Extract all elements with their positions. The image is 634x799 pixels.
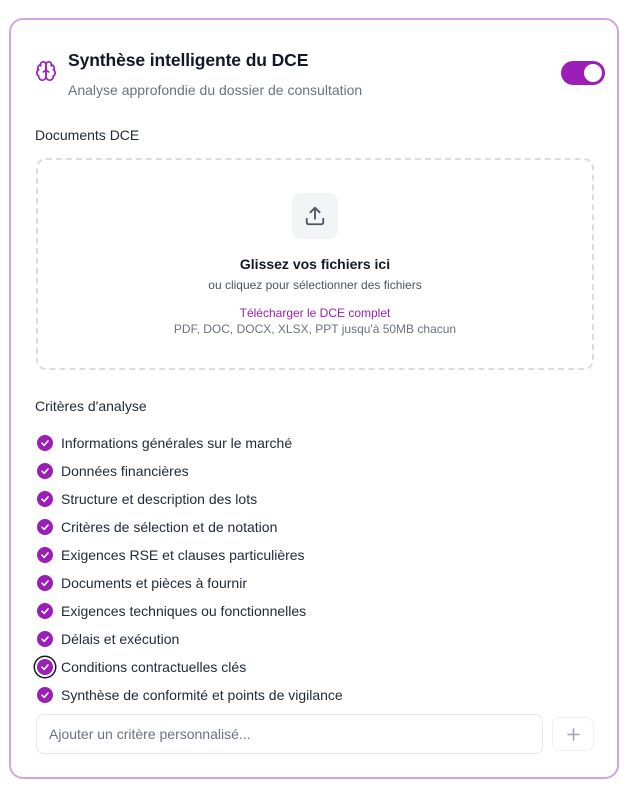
criteria-list: [36, 429, 596, 709]
custom-criterion-input[interactable]: [36, 714, 543, 754]
check-circle-icon[interactable]: [37, 547, 53, 563]
toggle-knob: [584, 64, 602, 82]
criterion-item[interactable]: [36, 653, 596, 681]
criterion-label: Exigences RSE et clauses particulières: [61, 547, 305, 563]
card-header: [35, 48, 595, 100]
check-circle-icon[interactable]: [37, 519, 53, 535]
check-circle-icon[interactable]: [37, 463, 53, 479]
criterion-label: Exigences techniques ou fonctionnelles: [61, 603, 307, 619]
criterion-item[interactable]: [36, 429, 596, 457]
dropzone-title: Glissez vos fichiers ici: [239, 256, 391, 272]
check-circle-icon[interactable]: [37, 603, 53, 619]
plus-icon: [567, 728, 580, 741]
card-subtitle: Analyse approfondie du dossier de consultation: [68, 82, 363, 98]
check-circle-icon[interactable]: [37, 575, 53, 591]
criteria-label: Critères d'analyse: [35, 398, 147, 414]
add-criterion-button[interactable]: [552, 717, 594, 751]
check-circle-icon[interactable]: [37, 435, 53, 451]
card-title: Synthèse intelligente du DCE: [68, 50, 309, 70]
criterion-label: Données financières: [61, 463, 189, 479]
check-circle-icon[interactable]: [37, 659, 53, 675]
upload-icon-tile: [292, 193, 338, 239]
criterion-item[interactable]: [36, 597, 596, 625]
check-circle-icon[interactable]: [37, 491, 53, 507]
criterion-label: Délais et exécution: [61, 631, 180, 647]
synthesis-toggle[interactable]: [561, 61, 605, 85]
dropzone-formats: PDF, DOC, DOCX, XLSX, PPT jusqu'à 50MB chacun: [173, 322, 457, 336]
dce-synthesis-card: [9, 18, 619, 779]
upload-icon: [304, 205, 326, 227]
criterion-label: Structure et description des lots: [61, 491, 258, 507]
criterion-item[interactable]: [36, 485, 596, 513]
check-circle-icon[interactable]: [37, 687, 53, 703]
criterion-label: Synthèse de conformité et points de vigilance: [61, 687, 343, 703]
criterion-item[interactable]: [36, 681, 596, 709]
documents-label: Documents DCE: [35, 127, 140, 143]
criterion-item[interactable]: [36, 625, 596, 653]
criterion-label: Documents et pièces à fournir: [61, 575, 247, 591]
criterion-label: Conditions contractuelles clés: [61, 659, 247, 675]
criterion-item[interactable]: [36, 457, 596, 485]
brain-icon: [35, 60, 57, 82]
criterion-item[interactable]: [36, 513, 596, 541]
criterion-label: Critères de sélection et de notation: [61, 519, 278, 535]
criterion-item[interactable]: [36, 541, 596, 569]
criterion-label: Informations générales sur le marché: [61, 435, 293, 451]
criterion-item[interactable]: [36, 569, 596, 597]
file-dropzone[interactable]: [36, 158, 594, 370]
add-criterion-row: [36, 714, 594, 754]
dropzone-subtitle: ou cliquez pour sélectionner des fichiers: [208, 278, 422, 292]
download-dce-link[interactable]: Télécharger le DCE complet: [239, 306, 391, 320]
check-circle-icon[interactable]: [37, 631, 53, 647]
